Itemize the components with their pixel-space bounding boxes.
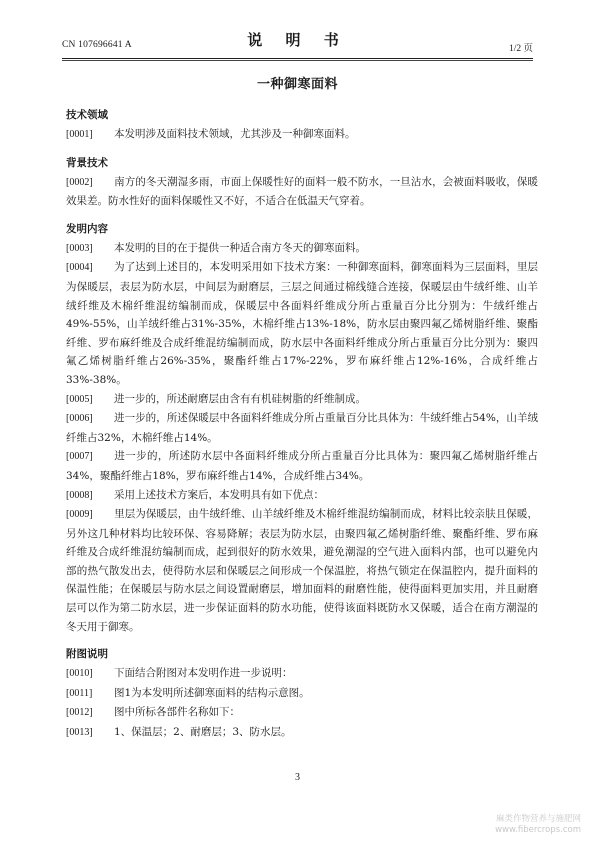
section-drawings — [66, 645, 538, 742]
paragraph-number: [0012] — [66, 707, 93, 719]
paragraph-text: 本发明涉及面料技术领域，尤其涉及一种御寒面料。 — [114, 128, 356, 140]
section-technical-field — [66, 106, 538, 145]
paragraph-text: 进一步的，所述防水层中各面料纤维成分所占重量百分比具体为：聚四氟乙烯树脂纤维占34%，聚酯纤维占18%，罗布麻纤维占14%，合成纤维占34%。 — [66, 450, 538, 482]
header-rule — [62, 58, 533, 59]
paragraph — [66, 239, 538, 259]
paragraph-text: 为了达到上述目的，本发明采用如下技术方案：一种御寒面料，御寒面料为三层面料，里层为保暖层，表层为防水层，中间层为耐磨层，三层之间通过棉线缝合连接，保暖层由牛绒纤维、山羊绒纤维及木棉纤维混纺编制而成，保暖层中各面料纤维成分所占重量百分比分别为：牛绒纤维占49%-55%，山羊绒纤维占31%-35%，木棉纤维占13%-18%，防水层由聚四氟乙烯树脂纤维、聚酯纤维、罗布麻纤维及合成纤维混纺编制而成，防水层中各面料纤维成分所占重量百分比分别为：聚四氟乙烯树脂纤维占26%-35%，聚酯纤维占17%-22%，罗布麻纤维占12%-16%，合成纤维占33%-38%。 — [66, 261, 538, 386]
paragraph-number: [0001] — [66, 129, 93, 140]
paragraph — [66, 684, 538, 704]
paragraph-text: 图1为本发明所述御寒面料的结构示意图。 — [114, 686, 310, 699]
paragraph-number: [0007] — [66, 451, 93, 463]
paragraph-number: [0011] — [66, 687, 93, 699]
paragraph-text: 下面结合附图对本发明作进一步说明： — [114, 667, 293, 680]
paragraph — [66, 505, 538, 636]
paragraph — [66, 409, 538, 447]
patent-number: CN 107696641 A — [62, 40, 132, 50]
paragraph-number: [0006] — [66, 413, 93, 425]
paragraph — [66, 125, 538, 145]
paragraph-number: [0009] — [66, 509, 93, 521]
paragraph-number: [0003] — [66, 242, 93, 254]
paragraph — [66, 390, 538, 410]
paragraph — [66, 486, 538, 506]
section-heading: 技术领域 — [66, 109, 108, 121]
paragraph-text: 进一步的，所述耐磨层由含有有机硅树脂的纤维制成。 — [114, 392, 366, 405]
page-info: 1/2 页 — [508, 44, 533, 54]
watermark-url: www.fibercrops.com — [495, 825, 581, 835]
paragraph-number: [0004] — [66, 262, 93, 274]
header-rule-thin — [62, 60, 533, 61]
paragraph-number: [0005] — [66, 393, 93, 405]
paragraph — [66, 664, 538, 684]
paragraph-number: [0008] — [66, 489, 93, 501]
paragraph-text: 里层为保暖层，由牛绒纤维、山羊绒纤维及木棉纤维混纺编制而成，材料比较亲肤且保暖，另外这几种材料均比较环保、容易降解；表层为防水层，由聚四氟乙烯树脂纤维、聚酯纤维、罗布麻纤维及合成纤维混纺编制而成，起到很好的防水效果，避免潮湿的空气进入面料内部，也可以避免内部的热气散发出去，使得防水层和保暖层之间形成一个保温腔，将热气锁定在保温腔内，提升面料的保温性能；在保暖层与防水层之间设置耐磨层，增加面料的耐磨性能，使得面料更加实用，并且耐磨层可以作为第二防水层，进一步保证面料的防水功能，使得该面料既防水又保暖，适合在南方潮湿的冬天用于御寒。 — [66, 508, 538, 633]
paragraph-text: 图中所标各部件名称如下： — [114, 706, 240, 719]
paragraph — [66, 258, 538, 389]
section-summary — [66, 220, 538, 636]
paragraph — [66, 447, 538, 485]
watermark — [495, 814, 581, 836]
document-title: 一种御寒面料 — [256, 77, 338, 92]
section-heading: 发明内容 — [66, 222, 108, 235]
paragraph — [66, 723, 538, 743]
paragraph-text: 本发明的目的在于提供一种适合南方冬天的御寒面料。 — [114, 241, 366, 254]
document-type: 说 明 书 — [247, 31, 348, 49]
paragraph-number: [0010] — [66, 668, 93, 680]
paragraph — [66, 173, 538, 211]
section-background — [66, 154, 538, 211]
paragraph-number: [0002] — [66, 176, 93, 188]
paragraph-text: 1、保温层；2、耐磨层；3、防水层。 — [114, 726, 292, 739]
paragraph-text: 南方的冬天潮湿多雨，市面上保暖性好的面料一般不防水，一旦沾水，会被面料吸收，保暖效果差。防水性好的面料保暖性又不好，不适合在低温天气穿着。 — [66, 175, 538, 208]
document-body — [66, 106, 538, 743]
section-heading: 附图说明 — [66, 648, 108, 661]
page-number: 3 — [295, 772, 300, 783]
paragraph — [66, 703, 538, 723]
watermark-line: 麻类作物营养与施肥网 — [495, 814, 581, 824]
paragraph-text: 进一步的，所述保暖层中各面料纤维成分所占重量百分比具体为：牛绒纤维占54%，山羊绒纤维占32%，木棉纤维占14%。 — [66, 412, 538, 444]
paragraph-text: 采用上述技术方案后，本发明具有如下优点： — [114, 488, 324, 501]
paragraph-number: [0013] — [66, 727, 93, 739]
section-heading: 背景技术 — [66, 156, 108, 169]
page-header — [62, 26, 533, 58]
